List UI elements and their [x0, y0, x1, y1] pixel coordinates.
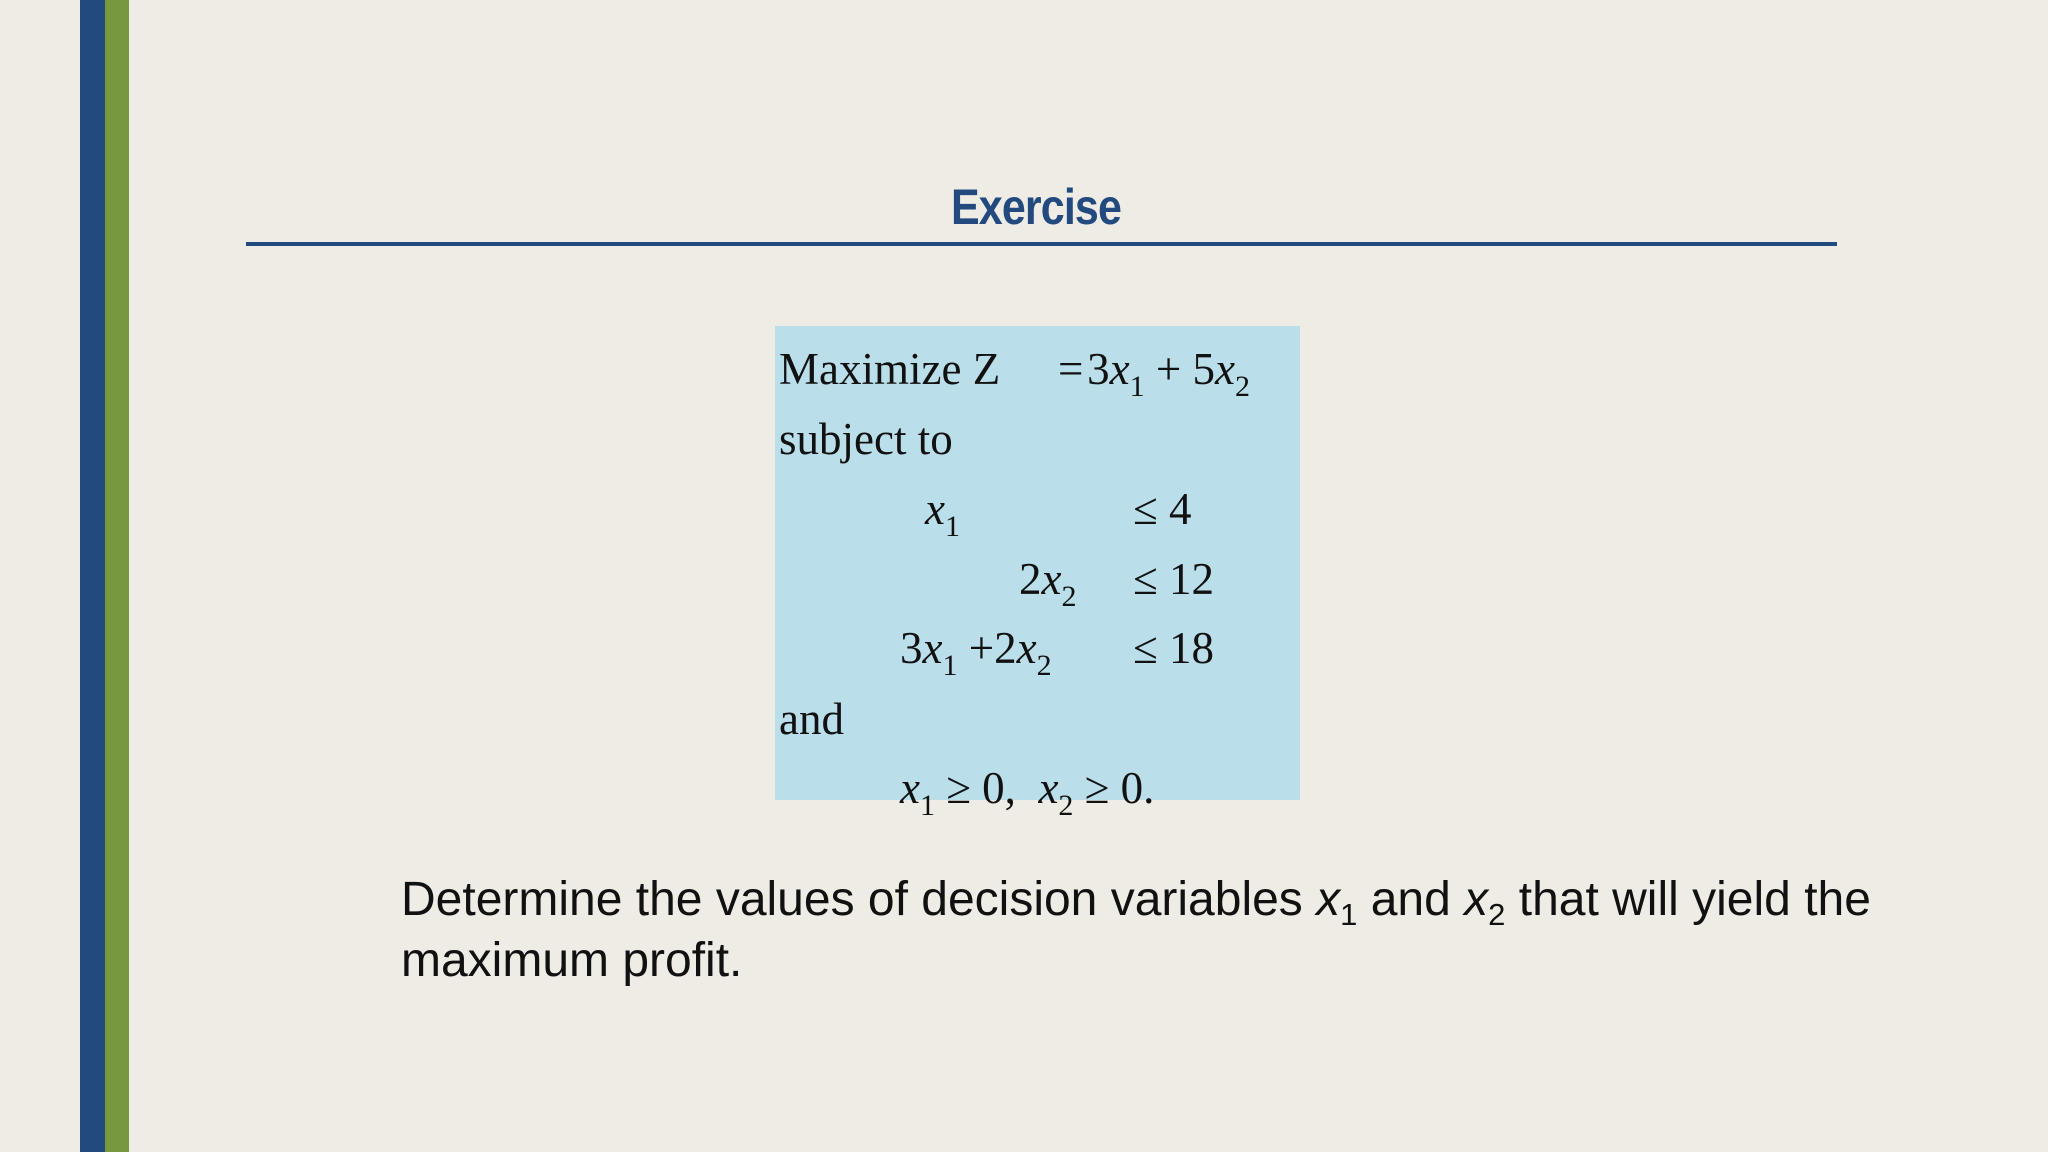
question-text: Determine the values of decision variables $x_1$ and $x_2$ that will yield the maximum profit. — [401, 873, 1871, 987]
constraint-2-lhs: $2x_2$ — [1019, 554, 1077, 613]
subject-to-label: subject to — [779, 414, 953, 464]
objective-function: = $3x_1 + 5x_2$ — [1058, 344, 1251, 403]
slide-title: Exercise — [950, 179, 1122, 235]
left-accent-stripe-blue — [80, 0, 105, 1152]
constraint-1-rhs: ≤ 4 — [1133, 484, 1192, 534]
objective-label: Maximize Z — [779, 344, 1001, 394]
nonnegativity-constraints: $x_1 \ge 0$, $x_2 \ge 0$. — [900, 763, 1155, 822]
left-accent-stripe-green — [105, 0, 129, 1152]
lp-formulation-box — [775, 326, 1300, 822]
and-label: and — [779, 694, 844, 744]
constraint-3-lhs: $3x_1 +2x_2$ — [900, 623, 1052, 682]
constraint-2-rhs: ≤ 12 — [1133, 554, 1214, 604]
constraint-1-lhs: $x_1$ — [925, 484, 960, 543]
title-underline — [246, 242, 1837, 246]
constraint-3-rhs: ≤ 18 — [1133, 623, 1214, 673]
